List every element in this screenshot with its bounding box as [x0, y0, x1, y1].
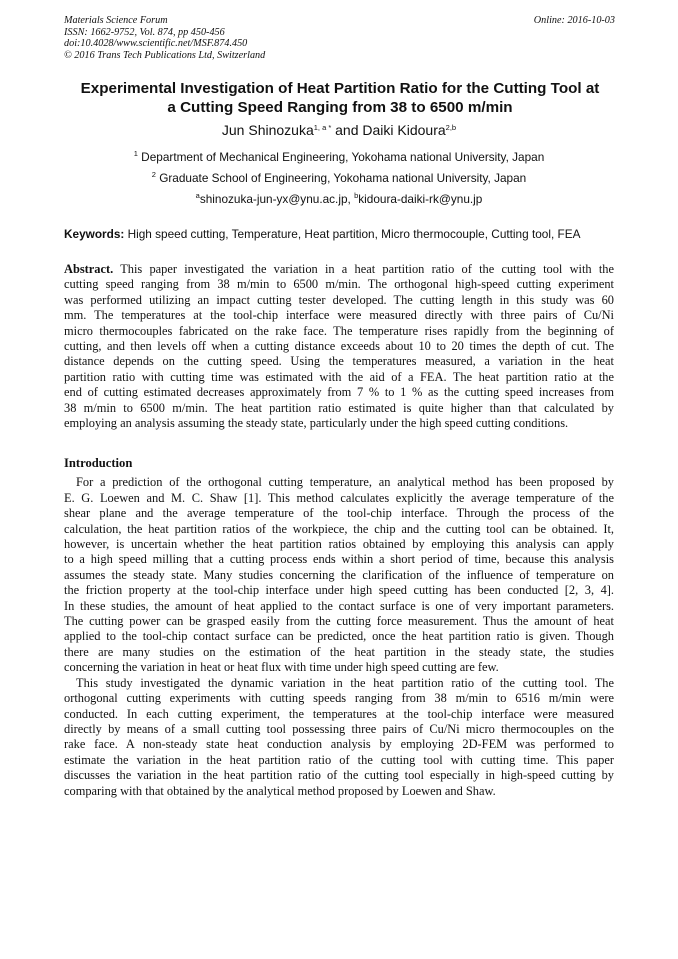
section-heading: Introduction — [64, 456, 133, 470]
text-line: however, is uncertain whether the heat partition ratios obtained by employing this analysis can apply — [64, 537, 614, 552]
author-name: Daiki Kidoura — [362, 122, 446, 138]
text-line: rake face. A non-steady state heat conduction analysis by employing 2D-FEM was performed to — [64, 737, 614, 752]
text-line: end of cutting estimated decreases approximately from 7 % to 1 % as the cutting speed increases from — [64, 385, 614, 400]
author-and: and — [331, 122, 363, 138]
text-line: cutting speed ranging from 38 m/min to 6500 m/min. The orthogonal high-speed cutting experiment — [64, 277, 614, 292]
abstract — [64, 262, 614, 431]
aff-sup: 1 — [133, 149, 138, 158]
text-line — [64, 262, 614, 277]
author-name: Jun Shinozuka — [221, 122, 314, 138]
email-link[interactable]: shinozuka-jun-yx@ynu.ac.jp, — [199, 192, 355, 206]
aff-text: Graduate School of Engineering, Yokohama national University, Japan — [155, 171, 527, 185]
text-line: mm. The temperatures at the tool-chip interface were measured directly with three pairs of Cu/Ni — [64, 308, 614, 323]
author-sup: 1, a * — [313, 123, 332, 132]
affiliation-2 — [0, 171, 678, 185]
aff-sup: 2 — [151, 170, 156, 179]
text-line: conducted. In each cutting experiment, the temperatures at the tool-chip interface were measured — [64, 706, 614, 721]
text-line: partition ratio with cutting time was estimated with the aid of a FEA. The heat partition ratio at the — [64, 369, 614, 384]
abstract-label: Abstract. — [64, 262, 114, 276]
text-line: In these studies, the amount of heat applied to the contact surface is one of very important parameters. — [64, 598, 614, 613]
text-line: comparing with that obtained by the analytical method proposed by Loewen and Shaw. — [64, 783, 496, 798]
text-line: For a prediction of the orthogonal cutting temperature, an analytical method has been proposed by — [76, 475, 614, 490]
keywords-text: High speed cutting, Temperature, Heat partition, Micro thermocouple, Cutting tool, FEA — [124, 227, 581, 241]
aff-text: Department of Mechanical Engineering, Yokohama national University, Japan — [137, 150, 545, 164]
email-sup: b — [354, 191, 359, 200]
text-span: This paper investigated the variation in a heat partition ratio of the cutting tool with the — [113, 262, 614, 276]
text-line: directly by means of a small cutting tool possessing three pairs of Cu/Ni micro thermocouples on the — [64, 721, 614, 736]
paragraph — [64, 676, 614, 799]
text-line: The cutting power can be grasped easily from the cutting force measurement. Thus the amount of heat — [64, 614, 614, 629]
text-line: to a high speed milling that a cutting process ends within a short period of time, because this analysis — [64, 552, 614, 567]
text-line: This study investigated the dynamic variation in the heat partition ratio of the cutting tool. The — [76, 675, 614, 690]
text-line: there are many studies on the estimation of the heat partition in the steady state, the studies — [64, 644, 614, 659]
doi: doi:10.4028/www.scientific.net/MSF.874.450 — [64, 38, 248, 50]
text-line: orthogonal cutting experiments with cutting speeds ranging from 38 m/min to 6516 m/min were — [64, 691, 614, 706]
text-line: estimate the variation in the heat partition ratio of the cutting tool with cutting time. This paper — [64, 752, 614, 767]
text-line: cutting, and then levels off when a cutting distance exceeds about 10 to 20 times the depth of cut. The — [64, 339, 614, 354]
email-link[interactable]: kidoura-daiki-rk@ynu.jp — [358, 192, 483, 206]
keywords — [64, 227, 580, 241]
text-line: shear plane and the average temperature of the tool-chip interface. Through the process of the — [64, 506, 614, 521]
authors — [0, 122, 678, 138]
title-line: a Cutting Speed Ranging from 38 to 6500 m/min — [167, 98, 513, 116]
text-line: discusses the variation in the heat partition ratio of the cutting tool especially in high-speed cutting by — [64, 768, 614, 783]
issn: ISSN: 1662-9752, Vol. 874, pp 450-456 — [64, 26, 225, 38]
copyright: © 2016 Trans Tech Publications Ltd, Switzerland — [64, 50, 266, 62]
journal-name: Materials Science Forum — [64, 15, 168, 26]
text-line: E. G. Loewen and M. C. Shaw [1]. This method calculates explicitly the average temperature of the — [64, 490, 614, 505]
affiliation-1 — [0, 150, 678, 164]
paragraph — [64, 475, 614, 675]
text-line: applied to the tool-chip contact surface can be predicted, once the heat partition ratio is given. Though — [64, 629, 614, 644]
keywords-label: Keywords: — [64, 227, 125, 241]
email-sup: a — [195, 191, 200, 200]
text-line: distance depends on the cutting speed. Using the temperatures measured, a variation in the heat — [64, 354, 614, 369]
author-sup: 2,b — [445, 123, 457, 132]
text-line: employing an analysis assuming the steady state, particularly under the high speed cutting conditions. — [64, 416, 569, 431]
text-line: micro thermocouples fabricated on the rake face. The temperature rises rapidly from the beginning of — [64, 323, 614, 338]
text-line: the friction property at the tool-chip interface under high speed cutting has been conducted [2, 3, 4]. — [64, 583, 614, 598]
text-line: concerning the variation in heat or heat flux with time under high speed cutting are few. — [64, 660, 499, 675]
paper-title — [40, 80, 640, 117]
text-line: was performed utilizing an impact cutting tester developed. The cutting length in this study was 60 — [64, 292, 614, 307]
journal-header — [64, 15, 265, 62]
introduction — [64, 456, 614, 799]
online-date: Online: 2016-10-03 — [533, 15, 615, 26]
text-line: calculation, the heat partition ratios of the workpiece, the chip and the cutting tool can be obtained. It, — [64, 521, 614, 536]
emails — [0, 192, 678, 206]
text-line: assumes the steady state. Many studies concerning the clarification of the influence of temperature on — [64, 567, 614, 582]
title-line: Experimental Investigation of Heat Partition Ratio for the Cutting Tool at — [80, 80, 600, 97]
text-line: 38 m/min to 6500 m/min. The heat partition ratio estimated is quite higher than that calculated by — [64, 400, 614, 415]
